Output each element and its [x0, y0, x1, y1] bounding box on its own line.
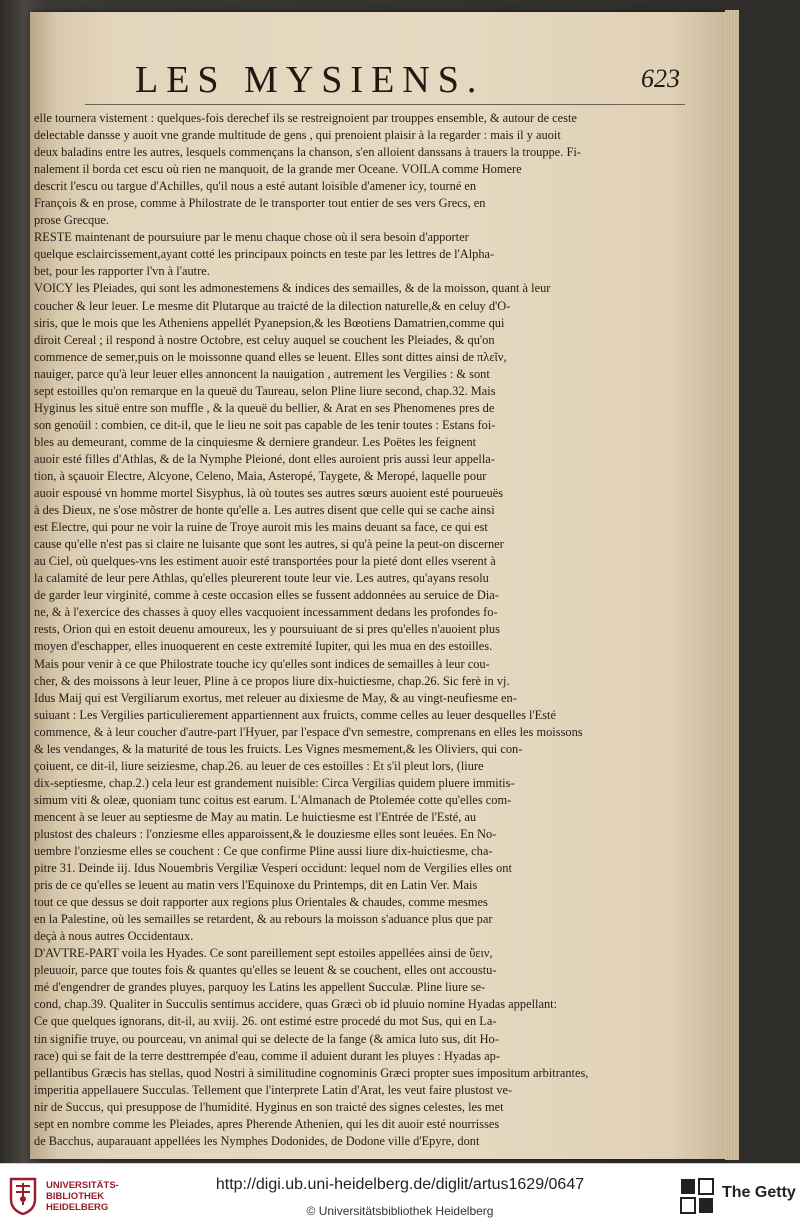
text-line: ne, & à l'exercice des chasses à quoy elles vacquoient incessamment dedans les profondes fo- — [34, 605, 498, 620]
text-line: de garder leur virginité, comme à ceste occasion elles se fussent addonnées au seruice de Dia- — [34, 588, 499, 603]
text-line: & les vendanges, & la maturité de tous les fruicts. Les Vignes mesmement,& les Oliviers, qui con- — [34, 741, 523, 756]
text-line: tion, à sçauoir Electre, Alcyone, Celeno, Maia, Asteropé, Taygete, & Meropé, laquelle pour — [34, 468, 487, 483]
text-line: mé d'engendrer de grandes pluyes, parquoy les Latins les appellent Succulæ. Pline liure se- — [34, 980, 486, 995]
text-line: nalement il borda cet escu où rien ne manquoit, de la grande mer Oceane. VOILA comme Homere — [34, 162, 522, 177]
text-line: nauiger, parce qu'à leur leuer elles annoncent la nauigation , autrement les Vergilies : & sont — [34, 366, 490, 381]
page-number: 623 — [641, 64, 680, 93]
text-line: Idus Maij qui est Vergiliarum exortus, met releuer au dixiesme de May, & au vingt-neufiesme en- — [34, 690, 517, 705]
text-line: François & en prose, comme à Philostrate de le transporter tout entier de ses vers Grecs, en — [34, 196, 486, 211]
text-line: pellantibus Græcis has stellas, quod Nostri à similitudine cognominis Græci propter sues impositum arbitrantes, — [34, 1065, 589, 1080]
text-line: imperitia appellauere Succulas. Tellement que l'interprete Latin d'Arat, les veut faire plustost ve- — [34, 1082, 513, 1097]
text-line: commence, & à leur coucher d'autre-part l'Hyuer, par l'espace d'vn semestre, comprenans en elles les moissons — [34, 724, 583, 739]
text-line: son genoüil : combien, ce dit-il, que le lieu ne soit pas capable de les tenir toutes : Estans foi- — [34, 417, 496, 432]
text-line: moyen d'eschapper, elles inuoquerent en ceste extremité Iupiter, qui les mua en des estoilles. — [34, 639, 493, 654]
text-line: dix-septiesme, chap.2.) cela leur est grandement nuisible: Circa Vergilias quidem pluere immitis- — [34, 775, 515, 790]
text-line: suiuant : Les Vergilies particulierement appartiennent aux fruicts, comme celles au leuer desquelles l'Esté — [34, 707, 557, 722]
text-line: bet, pour les rapporter l'vn à l'autre. — [34, 264, 210, 279]
institution-line-3: HEIDELBERG — [46, 1202, 109, 1213]
text-line: Hyginus les situë entre son muffle , & la queuë du bellier, & Arat en ses Phenomenes pres de — [34, 400, 495, 415]
text-line: race) qui se fait de la terre desttrempée d'eau, comme il aduient durant les pluyes : Hyadas ap- — [34, 1048, 501, 1063]
text-line: commence de semer,puis on le moissonne quand elles se leuent. Elles sont dittes ainsi de πλεῖν, — [34, 349, 507, 364]
running-title: LES MYSIENS. — [135, 59, 485, 101]
text-line: prose Grecque. — [34, 213, 109, 228]
text-line: siris, que le mois que les Atheniens appellét Pyanepsion,& les Bœotiens Damatrien,comme qui — [34, 315, 505, 330]
text-line: bles au demeurant, comme de la cinquiesme & derniere grandeur. Les Poëtes les feignent — [34, 434, 477, 449]
text-line: au Ciel, où quelques-vns les estiment auoir esté transportées pour la pieté dont elles vserent à — [34, 554, 496, 569]
text-line: de Bacchus, auparauant appellées les Nymphes Dodonides, de Dodone ville d'Epyre, dont — [34, 1133, 480, 1148]
text-line: çoiuent, ce dit-il, liure seiziesme, chap.26. au leuer de ces estoilles : Et s'il pleut lors, (liure — [34, 758, 484, 773]
text-line: D'AVTRE-PART voila les Hyades. Ce sont pareillement sept estoiles appellées ainsi de ὕειν, — [34, 946, 493, 961]
text-line: cond, chap.39. Qualiter in Succulis sentimus accidere, quas Græci ob id pluuio nomine Hyadas appellant: — [34, 997, 558, 1012]
text-line: RESTE maintenant de poursuiure par le menu chaque chose où il sera besoin d'apporter — [34, 230, 469, 245]
text-line: mencent à se leuer au septiesme de May au matin. Le huictiesme est l'Entrée de l'Esté, au — [34, 809, 477, 824]
text-line: VOICY les Pleiades, qui sont les admonestemens & indices des semailles, & de la moisson, quant à leur — [34, 281, 551, 296]
text-line: pitre 31. Deinde iij. Idus Nouembris Vergiliæ Vesperi occidunt: lequel nom de Vergilies elles ont — [34, 861, 512, 876]
text-line: diroit Cereal ; il respond à nostre Octobre, est celuy auquel se couchent les Pleiades, & qu'on — [34, 332, 495, 347]
header-rule — [85, 104, 685, 105]
text-line: nir de Succus, qui presuppose de l'humidité. Hyginus en son traicté des signes celestes, les met — [34, 1099, 504, 1114]
text-line: uembre l'onziesme elles se couchent : Ce que confirme Pline aussi liure dix-huictiesme, cha- — [34, 844, 493, 859]
text-line: rests, Orion qui en estoit deuenu amoureux, les y poursuiuant de si pres qu'elles n'auoient plus — [34, 622, 500, 637]
text-line: Mais pour venir à ce que Philostrate touche icy qu'elles sont indices de semailles à leur cou- — [34, 656, 490, 671]
partner-name: The Getty — [722, 1184, 796, 1201]
footer-bar — [0, 1163, 800, 1228]
page-edge — [725, 10, 739, 1160]
text-line: sept estoilles qu'on remarque en la queuë du Taureau, selon Pline liure second, chap.32. Mais — [34, 383, 496, 398]
institution-line-1: UNIVERSITÄTS- — [46, 1180, 119, 1191]
text-line: est Electre, qui pour ne voir la ruine de Troye auroit mis les mains deuant sa face, ce qui est — [34, 520, 488, 535]
page-header — [80, 58, 680, 104]
text-line: tin signifie truye, ou pourceau, vn animal qui se delecte de la fange (& amica luto sus, dit Ho- — [34, 1031, 499, 1046]
copyright-notice: © Universitätsbibliothek Heidelberg — [306, 1204, 494, 1218]
text-line: à des Dieux, ne s'ose mõstrer de honte qu'elle a. Les autres disent que celle qui se cache ainsi — [34, 503, 495, 518]
text-line: elle tournera vistement : quelques-fois derechef ils se restreignoient par trouppes ensemble, & autour de ceste — [34, 111, 577, 125]
text-line: quelque esclaircissement,ayant cotté les principaux poincts en teste par les lettres de l'Alpha- — [34, 247, 495, 262]
text-line: en la Palestine, où les semailles se retardent, & au rebours la moisson s'aduance plus que par — [34, 912, 493, 927]
text-line: auoir esté filles d'Athlas, & de la Nymphe Pleioné, dont elles auroient pris aussi leur appella- — [34, 451, 495, 466]
text-line: pleuuoir, parce que toutes fois & quantes qu'elles se leuent & se couchent, elles ont accoustu- — [34, 963, 497, 978]
institution-line-2: BIBLIOTHEK — [46, 1191, 105, 1202]
text-line: tout ce que dessus se doit rapporter aux regions plus Orientales & chaudes, comme mesmes — [34, 895, 488, 910]
text-line: simum viti & oleæ, quoniam tunc coitus est earum. L'Almanach de Ptolemée cotte qu'elles com- — [34, 792, 512, 807]
text-line: cher, & des moissons à leur leuer, Pline à ce propos liure dix-huictiesme, chap.26. Sic ferè in vj. — [34, 673, 510, 688]
text-line: pris de ce qu'elles se leuent au matin vers l'Equinoxe du Printemps, dit en Latin Ver. Mais — [34, 878, 478, 893]
text-line: deux baladins entre les autres, lesquels commençans la chanson, s'en alloient danssans à trauers la trouppe. Fi- — [34, 145, 581, 160]
text-line: deçà à nous autres Occidentaux. — [34, 929, 194, 944]
text-line: sept en nombre comme les Pleiades, apres Pherende Athenien, qui les dit auoir esté nourrisses — [34, 1116, 500, 1131]
text-line: Ce que quelques ignorans, dit-il, au xviij. 26. ont estimé estre procedé du mot Sus, qui en La- — [34, 1014, 497, 1029]
text-line: plustost des chaleurs : l'onziesme elles apparoissent,& le douziesme elles sont leuées. En No- — [34, 826, 497, 841]
text-line: la calamité de leur pere Athlas, qu'elles pleurerent toute leur vie. Les autres, qu'ayans resolu — [34, 571, 489, 586]
text-line: cause qu'elle n'est pas si claire ne luisante que sont les autres, si qu'à peine la peut-on discerner — [34, 537, 504, 552]
getty-logo-icon — [680, 1178, 714, 1214]
permalink-url[interactable]: http://digi.ub.uni-heidelberg.de/diglit/artus1629/0647 — [215, 1176, 585, 1193]
text-line: auoir espousé vn homme mortel Sisyphus, là où toutes ses autres sœurs auoient esté pourueuës — [34, 486, 504, 501]
text-line: delectable dansse y auoit vne grande multitude de gens , qui prenoient plaisir à la regarder : mais il y auoit — [34, 128, 561, 143]
body-text — [34, 110, 684, 1150]
text-line: coucher & leur leuer. Le mesme dit Plutarque au traicté de la dilection naturelle,& en celuy d'O- — [34, 298, 511, 313]
text-line: descrit l'escu ou targue d'Achilles, qu'il nous a esté autant loisible d'amener icy, tourné en — [34, 179, 477, 194]
